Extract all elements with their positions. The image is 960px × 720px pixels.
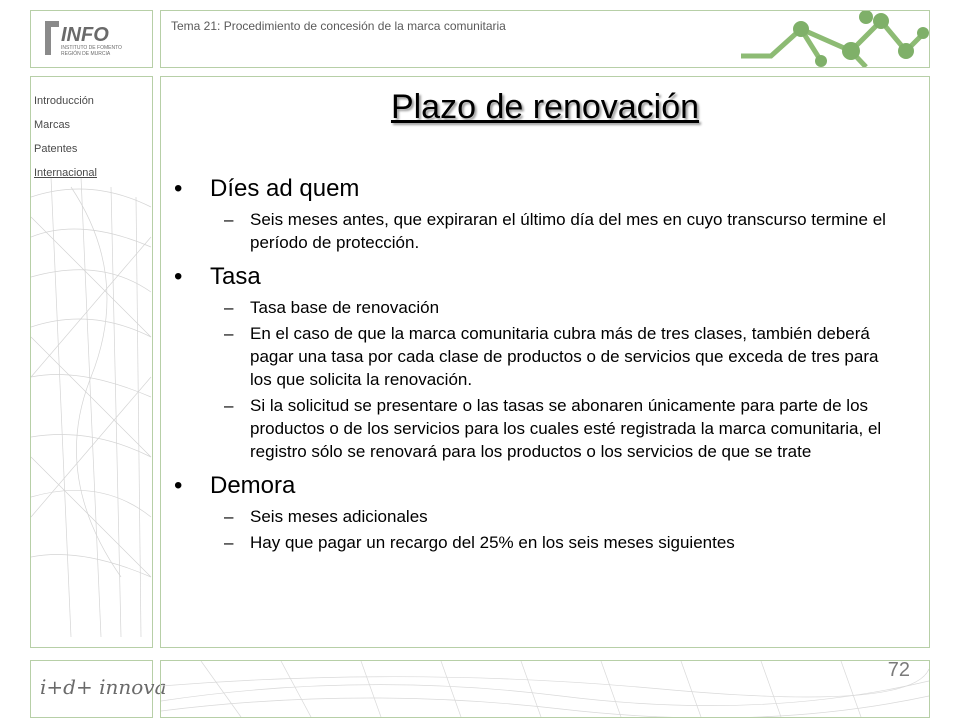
sub-list [172,208,922,254]
nav-item-introduccion[interactable]: Introducción [34,95,94,107]
slide-content [172,168,922,560]
brand-logo: i+d+ innova [40,675,167,699]
nav-item-marcas[interactable]: Marcas [34,119,71,131]
info-logo [31,11,152,67]
sub-item: – En el caso de que la marca comunitaria cubra más de tres clases, también deberá pagar una tasa por cada clase de productos o de servicios que exceda de tres para los que solicita la renovación. [172,322,922,391]
nav-item-patentes[interactable]: Patentes [34,143,78,155]
sub-list [172,296,922,463]
sub-item: – Si la solicitud se presentare o las tasas se abonaren únicamente para parte de los productos o de los servicios para los cuales esté registrada la marca comunitaria, el registro sólo se renovará para los productos o los servicios de que se trate [172,394,922,463]
sub-item: – Seis meses adicionales [172,505,922,528]
topic-header: Tema 21: Procedimiento de concesión de la marca comunitaria [171,19,506,33]
slide-title: Plazo de renovación [390,88,700,126]
sub-item: – Hay que pagar un recargo del 25% en los seis meses siguientes [172,531,922,554]
sub-item: – Seis meses antes, que expiraran el último día del mes en cuyo transcurso termine el período de protección. [172,208,922,254]
bullet-demora: • Demora [172,469,922,503]
bullet-dies-ad-quem: • Díes ad quem [172,172,922,206]
logo-sub2: REGIÓN DE MURCIA [61,51,111,57]
wireframe-decoration [161,661,929,717]
sidebar [30,76,153,648]
sub-list [172,505,922,554]
nav-item-internacional[interactable]: Internacional [34,167,97,179]
bullet-tasa: • Tasa [172,260,922,294]
page-number: 72 [887,659,910,681]
sub-item: – Tasa base de renovación [172,296,922,319]
logo-panel [30,10,153,68]
sidebar-nav [34,94,97,190]
logo-text: INFO [61,24,109,46]
footer-panel [160,660,930,718]
logo-sub1: INSTITUTO DE FOMENTO [61,45,122,51]
